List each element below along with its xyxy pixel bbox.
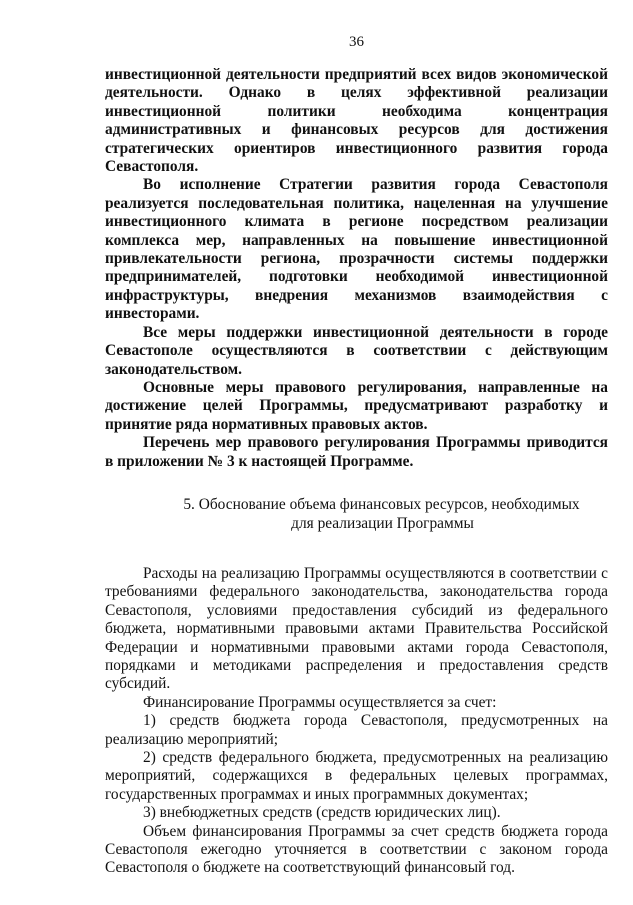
paragraph-investment-activity: инвестиционной деятельности предприятий всех видов экономической деятельности. Однако в целях эффективной реализации инвестиционной политики необходима концентрация административных и финансовых ресурсов для достижения стратегических ориентиров инвестиционного развития города Севастополя. [105, 66, 608, 176]
paragraph-support-measures: Все меры поддержки инвестиционной деятельности в городе Севастополе осуществляются в соответствии с действующим законодательством. [105, 323, 608, 378]
list-item-extrabudgetary: 3) внебюджетных средств (средств юридических лиц). [143, 804, 501, 822]
section-title-line-2: для реализации Программы [291, 514, 474, 532]
paragraph-expenses: Расходы на реализацию Программы осуществляются в соответствии с требованиями федерального законодательства, законодательства города Севастополя, условиями предоставления субсидий из федерального бюджета, нормативными правовыми актами Правительства Российской Федерации и нормативными правовыми актами города Севастополя, порядками и методиками распределения и предоставления средств субсидий. [105, 564, 608, 693]
section-title-line-1: 5. Обоснование объема финансовых ресурсов, необходимых [183, 495, 580, 513]
section-title [105, 495, 608, 533]
document-body [105, 66, 608, 878]
paragraph-strategy-policy: Во исполнение Стратегии развития города Севастополя реализуется последовательная политика, нацеленная на улучшение инвестиционного климата в регионе посредством реализации комплекса мер, направленных на повышение инвестиционной привлекательности региона, прозрачности системы поддержки предпринимателей, подготовки необходимой инвестиционной инфраструктуры, внедрения механизмов взаимодействия с инвесторами. [105, 176, 608, 323]
paragraph-funding-sources-intro: Финансирование Программы осуществляется за счет: [143, 693, 497, 711]
list-item-federal-budget: 2) средств федерального бюджета, предусмотренных на реализацию мероприятий, содержащихся в федеральных целевых программах, государственных программах и иных программных документах; [105, 749, 608, 803]
page-number: 36 [349, 34, 364, 50]
paragraph-funding-volume: Объем финансирования Программы за счет средств бюджета города Севастополя ежегодно уточняется в соответствии с законом города Севастополя о бюджете на соответствующий финансовый год. [105, 822, 608, 877]
paragraph-legal-regulation: Основные меры правового регулирования, направленные на достижение целей Программы, предусматривают разработку и принятие ряда нормативных правовых актов. [105, 378, 608, 433]
list-item-city-budget: 1) средств бюджета города Севастополя, предусмотренных на реализацию мероприятий; [105, 712, 608, 748]
paragraph-regulation-list: Перечень мер правового регулирования Программы приводится в приложении № 3 к настоящей Программе. [105, 434, 608, 470]
